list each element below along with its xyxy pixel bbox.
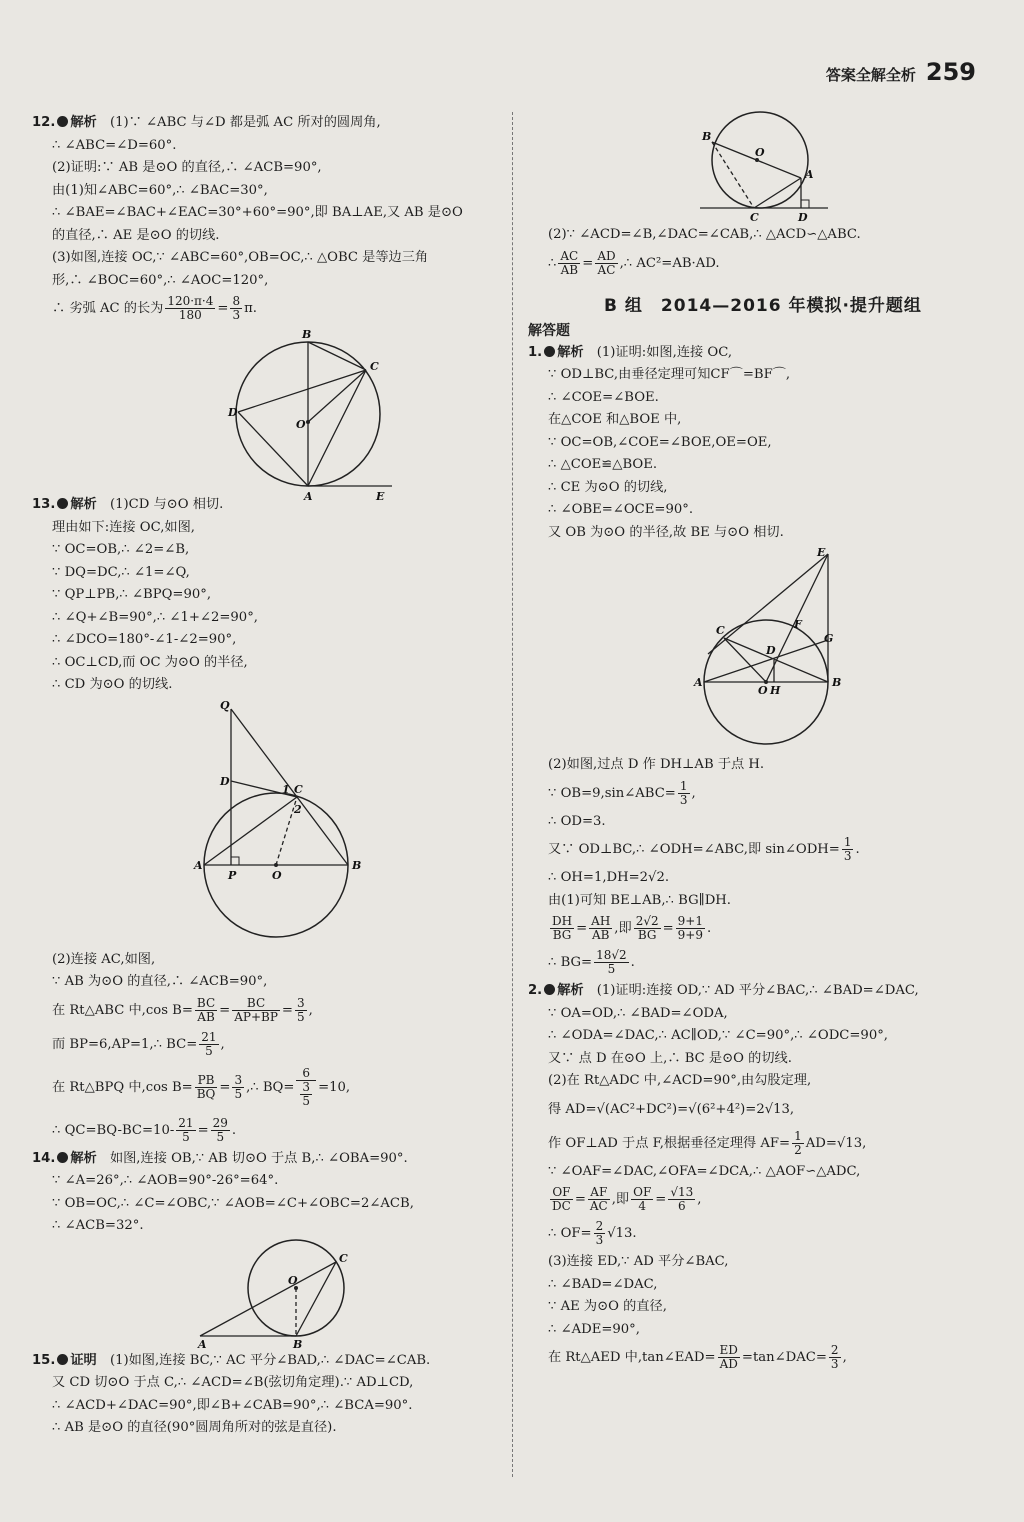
text: ∴ OF= [548,1226,592,1241]
fraction [594,1220,606,1247]
label-q: Q [220,698,230,712]
text: 在 Rt△BPQ 中,cos B= [52,1079,193,1095]
text: = [197,1122,209,1138]
q13-line: ∴ CD 为⊙O 的切线. [52,677,173,692]
q15-figure [528,112,998,224]
fraction [300,1081,312,1108]
text: ∴ 劣弧 AC 的长为 [52,301,164,316]
q13-qc [32,1114,502,1148]
page-header [826,58,976,86]
q-tag: 解析 [557,344,584,360]
label-b: B [302,328,312,341]
fraction [842,836,854,863]
q1-line: ∵ OC=OB,∠COE=∠BOE,OE=OE, [548,434,772,450]
numerator: 1 [794,1128,802,1143]
label-angle-1: 1 [282,782,290,796]
text: = [217,301,229,316]
q13-line: (1)CD 与⊙O 相切. [109,497,224,512]
label-b: B [293,1337,303,1351]
label-c: C [370,360,379,373]
numerator: 2 [595,1219,604,1233]
label-o: O [755,146,765,159]
numerator: DH [552,914,573,928]
segment-bc [308,342,366,370]
text: 作 OF⊥AD 于点 F,根据垂径定理得 AF= [548,1135,791,1151]
analysis-icon [57,498,68,509]
q2-line: (1)证明:连接 OD,∵ AD 平分∠BAC,∴ ∠BAD=∠DAC, [596,983,919,998]
q14-line: ∵ ∠A=26°,∴ ∠AOB=90°-26°=64°. [52,1173,279,1188]
subsection-title: 解答题 [528,322,570,339]
numerator: 2√2 [635,914,659,928]
question-15 [32,1350,502,1440]
numerator: AF [588,1186,610,1200]
denominator: 3 [232,308,241,322]
denominator: BQ [196,1086,216,1101]
q2-of [528,1217,998,1251]
circle [712,112,808,208]
denominator: 9+9 [677,928,703,942]
segment-ac [204,797,297,865]
numerator: 3 [302,1079,311,1094]
denominator: AB [591,928,610,942]
denominator: 3 [595,1233,604,1247]
text: 在 Rt△AED 中,tan∠EAD= [548,1350,716,1365]
text: 又∵ OD⊥BC,∴ ∠ODH=∠ABC,即 sin∠ODH= [548,842,840,857]
q1-line: ∴ ∠COE=∠BOE. [548,389,659,405]
label-d: D [798,211,808,224]
label-f: F [794,618,802,631]
segment-bc [712,142,754,208]
label-o: O [758,684,768,697]
label-e: E [376,490,385,503]
fraction [199,1031,218,1058]
q15b-line: (2)∵ ∠ACD=∠B,∠DAC=∠CAB,∴ △ACD∽△ABC. [548,227,861,242]
q1-line: (1)证明:如图,连接 OC, [596,344,733,360]
denominator: AB [197,1009,215,1024]
section-title: B 组 2014—2016 年模拟·提升题组 [604,295,922,316]
numerator: 6 [296,1067,316,1081]
numerator: 3 [296,995,305,1010]
text: . [707,921,712,936]
q-tag: 解析 [557,983,584,998]
q13-line: ∵ DQ=DC,∴ ∠1=∠Q, [52,564,190,580]
fraction [195,997,217,1024]
q1-be: 由(1)可知 BE⊥AB,∴ BG∥DH. [548,892,731,908]
text: = [574,1192,586,1207]
q2-line: (2)在 Rt△ADC 中,∠ACD=90°,由勾股定理, [548,1073,812,1088]
text: ,∴ BQ= [246,1079,295,1095]
q12-line: (1)∵ ∠ABC 与∠D 都是弧 AC 所对的圆周角, [109,115,381,130]
denominator: DC [552,1199,571,1213]
denominator: 5 [205,1043,213,1058]
label-e: E [817,546,826,559]
fraction [296,1067,316,1108]
fraction [165,295,215,322]
numerator: 120·π·4 [167,294,214,308]
denominator: 6 [678,1199,686,1213]
q13-figure [32,697,502,949]
text: ∴ BG= [548,955,593,970]
left-column [32,112,502,1440]
fraction [558,250,580,277]
q1-line: ∴ △COE≌△BOE. [548,457,658,472]
q12-arc-length [32,292,502,326]
label-a: A [805,168,814,181]
question-13 [32,494,502,1148]
numerator: 1 [679,778,688,793]
q-tag: 证明 [70,1352,97,1368]
analysis-icon [544,984,555,995]
question-14 [32,1148,502,1350]
label-a: A [194,858,203,872]
q1-od: ∴ OD=3. [548,813,606,829]
denominator: AC [589,1199,608,1213]
text: ∴ [548,255,557,271]
q1-line: ∴ CE 为⊙O 的切线, [548,479,668,495]
q2-line: 又∵ 点 D 在⊙O 上,∴ BC 是⊙O 的切线. [548,1050,792,1066]
numerator: BC [196,995,216,1010]
q1-oh: ∴ OH=1,DH=2√2. [548,870,670,885]
label-b: B [832,676,842,689]
text: , [842,1350,847,1365]
fraction [595,250,617,277]
numerator: 2 [830,1343,839,1357]
q1-line: (2)如图,过点 D 作 DH⊥AB 于点 H. [548,757,765,772]
q2-line: ∴ ∠ADE=90°, [548,1321,640,1337]
q13-line: ∴ ∠Q+∠B=90°,∴ ∠1+∠2=90°, [52,609,258,625]
fraction [634,915,661,942]
denominator: AP+BP [234,1009,278,1024]
radius-oc [724,638,766,682]
q2-sim: ∵ ∠OAF=∠DAC,∠OFA=∠DCA,∴ △AOF∽△ADC, [548,1163,861,1179]
denominator: 5 [182,1129,190,1144]
text: ∴ QC=BQ-BC=10- [52,1122,175,1138]
q12-line: 的直径,∴ AE 是⊙O 的切线. [52,227,220,243]
q13-line: ∵ QP⊥PB,∴ ∠BPQ=90°, [52,587,212,602]
q-number: 1. [528,344,543,360]
q2-tan [528,1341,998,1375]
text: , [697,1192,702,1207]
q1-bg [528,946,998,980]
q13-bc [32,1028,502,1062]
denominator: 3 [843,849,852,863]
fraction [232,1074,244,1101]
q13-bq: 在 Rt△BPQ 中,cos B= $\frac{PB}{BQ}$ = $\frac{3}{5}$ ,∴ BQ= $\frac{6}{\frac{3}{5}}$ =10, [52,1065,351,1108]
denominator: 5 [302,1093,311,1108]
denominator: 2 [794,1142,802,1157]
q12-line: 由(1)知∠ABC=60°,∴ ∠BAC=30°, [52,182,268,198]
denominator [296,1081,316,1108]
fraction [829,1344,841,1371]
numerator: ED [719,1343,738,1357]
numerator: 29 [212,1115,228,1130]
q1-ratio: $\frac{DH}{BG}$ = $\frac{AH}{AB}$ ,即 $\frac{2√2}{BG}$ = $\frac{9+1}{9+9}$ . [552,914,712,942]
segment-ca [308,370,366,486]
q-number: 15. [32,1352,56,1368]
text: ,即 [611,1192,630,1207]
q12-line: ∴ ∠BAE=∠BAC+∠EAC=30°+60°=90°,即 BA⊥AE,又 AB 是⊙O [52,205,463,220]
numerator: PB [195,1074,218,1088]
fraction [588,1186,610,1213]
denominator: 5 [216,1129,225,1144]
label-angle-2: 2 [294,802,302,816]
numerator: AD [597,248,616,263]
q1-line: 又 OB 为⊙O 的半径,故 BE 与⊙O 相切. [548,524,784,540]
q1-line: ∴ ∠OBE=∠OCE=90°. [548,502,694,517]
fraction [668,1186,695,1213]
numerator: AH [591,914,611,928]
header-title: 答案全解全析 [825,66,916,84]
text: , [308,1002,313,1018]
label-d: D [220,774,230,788]
text: 在 Rt△ABC 中,cos B= [52,1002,193,1018]
label-d: D [766,644,776,657]
fraction [232,997,280,1024]
numerator: BC [232,997,280,1011]
text: =tan∠DAC= [741,1350,827,1365]
denominator: BG [637,928,657,942]
denominator: 3 [830,1357,839,1371]
label-o: O [288,1273,298,1287]
q15b-ratio [528,247,998,281]
label-a: A [198,1337,207,1351]
q12-line: (3)如图,连接 OC,∵ ∠ABC=60°,OB=OC,∴ △OBC 是等边三角 [52,250,429,265]
fraction [589,915,612,942]
label-b: B [352,858,362,872]
denominator: AC [597,262,616,277]
q13-cos-abc: 在 Rt△ABC 中,cos B= $\frac{BC}{AB}$ = $\frac{BC}{AP+BP}$ = $\frac{3}{5}$ , [52,995,313,1024]
text: =10, [318,1079,351,1095]
q15-line: 又 CD 切⊙O 于点 C,∴ ∠ACD=∠B(弦切角定理).∵ AD⊥CD, [52,1375,414,1390]
fraction [678,780,690,807]
q2-ratio: $\frac{OF}{DC}$ = $\frac{AF}{AC}$ ,即 $\frac{OF}{4}$ = $\frac{√13}{6}$ , [552,1185,702,1213]
fraction [195,1074,218,1101]
q12-line: 形,∴ ∠BOC=60°,∴ ∠AOC=120°, [52,272,269,288]
denominator: 5 [296,1009,305,1024]
q13-line: 理由如下:连接 OC,如图, [52,519,195,535]
q1-sin [528,777,998,811]
fraction [230,295,242,322]
denominator: AD [719,1357,738,1371]
denominator: 3 [679,792,688,807]
analysis-icon [57,116,68,127]
q15-line: ∴ AB 是⊙O 的直径(90°圆周角所对的弦是直径). [52,1420,337,1435]
question-b2 [528,980,998,1375]
label-c: C [294,782,303,796]
center-point [274,863,278,867]
numerator: 3 [234,1072,243,1087]
column-divider [512,112,513,1477]
segment-cd [238,370,366,412]
text: ∵ OB=9,sin∠ABC= [548,785,676,801]
text: = [582,255,594,271]
q13-line: ∵ OC=OB,∴ ∠2=∠B, [52,542,190,557]
text: . [630,955,635,970]
fraction [676,915,705,942]
numerator: 21 [201,1029,217,1044]
text: , [691,785,696,801]
question-b1 [528,342,998,981]
analysis-icon [57,1354,68,1365]
right-angle-mark [801,200,809,208]
q2-af [528,1127,998,1161]
q2-line: ∴ ∠BAD=∠DAC, [548,1276,658,1292]
label-c: C [716,624,725,637]
q2-line: ∵ AE 为⊙O 的直径, [548,1299,667,1314]
fraction [550,915,574,942]
label-b: B [702,130,712,143]
q1-sin-odh [528,833,998,867]
numerator: 21 [178,1115,194,1130]
q-tag: 解析 [70,115,97,130]
text: ,即 [614,921,632,936]
fraction [792,1130,804,1157]
q-number: 14. [32,1150,56,1166]
text: = [576,921,588,936]
numerator: 8 [232,294,241,308]
denominator: AB [560,262,579,277]
fraction [550,1186,573,1213]
q12-line: (2)证明:∵ AB 是⊙O 的直径,∴ ∠ACB=90°, [52,160,322,175]
label-a: A [694,676,703,689]
numerator: √13 [670,1185,694,1199]
fraction [718,1344,740,1371]
label-a: A [304,490,313,503]
label-h: H [770,684,781,697]
numerator: OF [633,1185,652,1199]
label-c: C [339,1251,348,1265]
q1-figure [528,544,998,754]
q-number: 12. [32,115,56,130]
page-number: 259 [925,58,976,86]
q2-line: ∴ ∠ODA=∠DAC,∴ AC∥OD,∵ ∠C=90°,∴ ∠ODC=90°, [548,1028,889,1043]
numerator: 1 [843,835,852,849]
text: AD=√13, [805,1135,867,1151]
center-point [306,420,310,424]
right-angle-mark [231,857,239,865]
analysis-icon [57,1152,68,1163]
q-number: 13. [32,497,56,512]
denominator: 5 [607,962,616,976]
fraction [594,949,629,976]
label-d: D [228,406,238,419]
analysis-icon [544,346,555,357]
q13-line: ∴ OC⊥CD,而 OC 为⊙O 的半径, [52,654,248,670]
q14-line: ∴ ∠ACB=32°. [52,1218,144,1233]
fraction [631,1186,653,1213]
denominator: BG [552,928,572,942]
q12-line: ∴ ∠ABC=∠D=60°. [52,137,177,153]
numerator: AC [560,248,579,263]
q-tag: 解析 [70,497,97,512]
q2-line: (3)连接 ED,∵ AD 平分∠BAC, [548,1254,729,1269]
q14-line: 如图,连接 OB,∵ AB 切⊙O 于点 B,∴ ∠OBA=90°. [109,1150,408,1166]
q15-line: (1)如图,连接 BC,∵ AC 平分∠BAD,∴ ∠DAC=∠CAB. [109,1352,431,1368]
q14-figure [32,1238,502,1350]
denominator: 180 [178,308,202,322]
q1-line: 在△COE 和△BOE 中, [548,412,682,427]
text: 而 BP=6,AP=1,∴ BC= [52,1036,198,1052]
q13-line: ∴ ∠DCO=180°-∠1-∠2=90°, [52,632,237,647]
q14-line: ∵ OB=OC,∴ ∠C=∠OBC,∵ ∠AOB=∠C+∠OBC=2∠ACB, [52,1195,414,1211]
label-c: C [750,211,759,224]
right-column [528,112,998,1375]
text: π. [244,301,257,316]
q1-line: ∵ OD⊥BC,由垂径定理可知CF⌒=BF⌒, [548,367,791,382]
q2-ad: 得 AD=√(AC²+DC²)=√(6²+4²)=2√13, [548,1101,795,1117]
q15-line: ∴ ∠ACD+∠DAC=90°,即∠B+∠CAB=90°,∴ ∠BCA=90°. [52,1397,413,1413]
denominator: 5 [234,1086,243,1101]
label-o: O [296,418,306,431]
numerator: 9+1 [677,914,703,928]
fraction [211,1117,230,1144]
text: . [231,1122,237,1138]
q2-line: ∵ OA=OD,∴ ∠BAD=∠ODA, [548,1005,728,1021]
label-p: P [228,868,237,882]
label-g: G [824,632,834,645]
numerator: 18√2 [596,948,627,962]
label-o: O [272,868,282,882]
fraction [176,1117,195,1144]
denominator: 4 [638,1199,647,1213]
fraction [295,997,307,1024]
q12-figure [32,326,502,503]
question-12 [32,112,502,503]
text: √13. [607,1226,637,1241]
numerator: OF [550,1186,573,1200]
text: , [220,1036,225,1052]
q-number: 2. [528,983,543,998]
text: . [855,842,860,857]
text: ,∴ AC²=AB·AD. [619,255,720,271]
q-tag: 解析 [70,1150,97,1166]
q13-line: ∵ AB 为⊙O 的直径,∴ ∠ACB=90°, [52,974,268,989]
q13-line: (2)连接 AC,如图, [52,951,156,967]
segment-oc [308,370,366,422]
